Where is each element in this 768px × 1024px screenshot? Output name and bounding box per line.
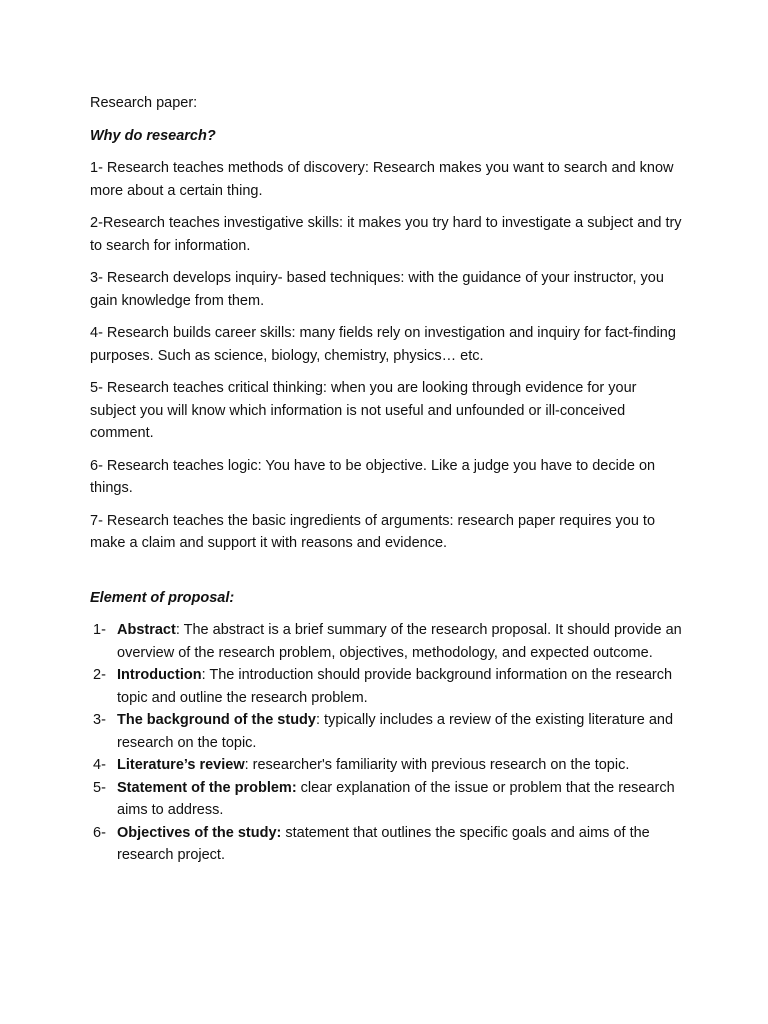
why-item: 4- Research builds career skills: many fields rely on investigation and inquiry for fact-finding purposes. Such as science, biology, chemistry, physics… etc. (90, 325, 676, 364)
why-research-heading: Why do research? (90, 127, 216, 144)
list-text: statement that outlines the specific goals and aims of the research project. (117, 824, 650, 863)
list-text: : typically includes a review of the existing literature and research on the topic. (117, 712, 674, 751)
why-item: 7- Research teaches the basic ingredients of arguments: research paper requires you to make a claim and support it with reasons and evidence. (90, 512, 656, 551)
list-number: 5- (93, 779, 106, 796)
list-text: clear explanation of the issue or problem that the research aims to address. (117, 779, 675, 818)
list-item (90, 664, 682, 709)
proposal-elements-list (90, 619, 682, 867)
list-number: 1- (93, 622, 106, 638)
why-item: 6- Research teaches logic: You have to be objective. Like a judge you have to decide on things. (90, 457, 656, 496)
list-term: The background of the study (117, 712, 316, 728)
list-number: 3- (93, 712, 106, 728)
list-number: 6- (93, 824, 106, 841)
section-spacer (90, 565, 682, 587)
list-text: : The introduction should provide background information on the research topic and outline the research problem. (117, 667, 673, 706)
why-item: 2-Research teaches investigative skills: it makes you try hard to investigate a subject and try to search for information. (90, 215, 682, 254)
list-item (90, 709, 682, 754)
why-item: 5- Research teaches critical thinking: when you are looking through evidence for your subject you will know which information is not useful and unfounded or ill-conceived comment. (90, 380, 637, 441)
why-item: 3- Research develops inquiry- based techniques: with the guidance of your instructor, you gain knowledge from them. (90, 270, 664, 309)
list-term: Literature’s review (117, 757, 245, 773)
proposal-heading: Element of proposal: (90, 589, 235, 606)
list-number: 4- (93, 757, 106, 773)
list-item (90, 754, 682, 777)
why-item: 1- Research teaches methods of discovery: Research makes you want to search and know more about a certain thing. (90, 160, 674, 199)
list-term: Objectives of the study: (117, 824, 282, 841)
list-term: Statement of the problem: (117, 779, 297, 796)
list-item (90, 619, 682, 664)
list-item (90, 822, 682, 867)
list-term: Abstract (117, 622, 176, 638)
document-body (90, 92, 682, 867)
list-term: Introduction (117, 667, 202, 683)
list-text: : The abstract is a brief summary of the research proposal. It should provide an overview of the research problem, objectives, methodology, and expected outcome. (117, 622, 682, 661)
list-text: : researcher's familiarity with previous research on the topic. (244, 757, 630, 773)
list-item (90, 777, 682, 822)
document-title: Research paper: (90, 95, 198, 111)
list-number: 2- (93, 667, 106, 683)
